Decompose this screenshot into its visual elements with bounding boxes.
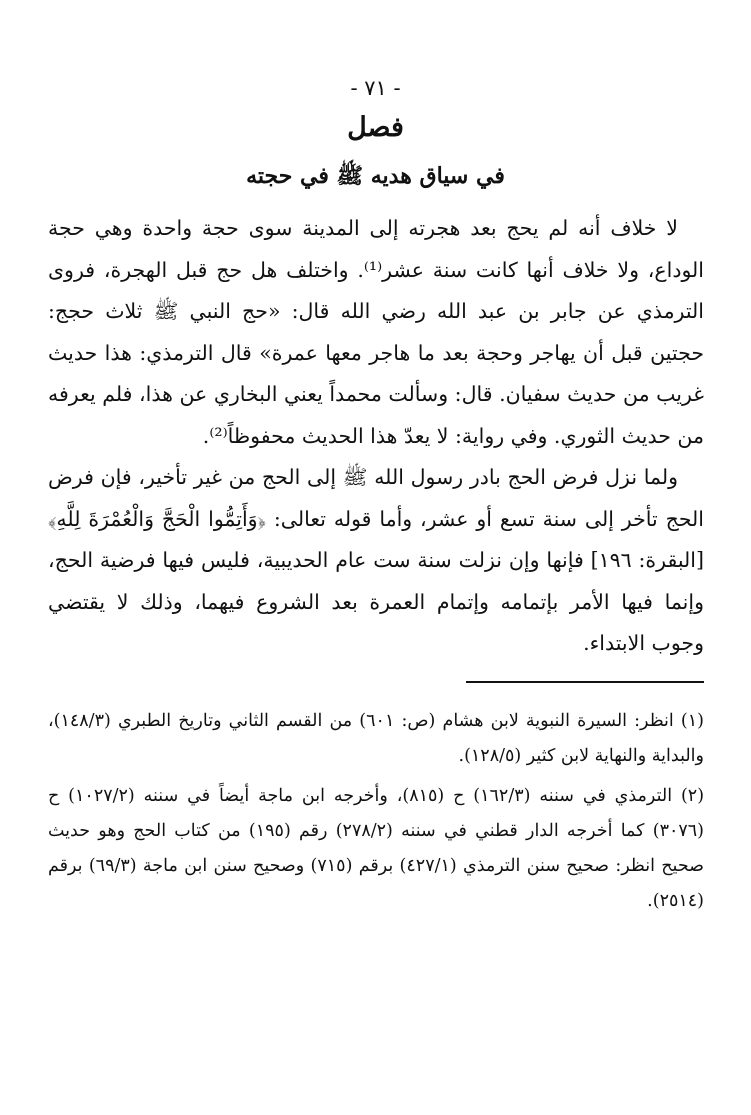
paragraph: ولما نزل فرض الحج بادر رسول الله ﷺ إلى الحج من غير تأخير، فإن فرض الحج تأخر إلى سنة تسع أو عشر، وأما قوله تعالى: ﴿وَأَتِمُّوا الْحَجَّ وَالْعُمْرَةَ لِلَّهِ﴾ [البقرة: ١٩٦] فإنها وإن نزلت سنة ست عام الحديبية، فليس فيها فرضية الحج، وإنما فيها الأمر بإتمامه وإتمام العمرة بعد الشروع فيهما، وذلك لا يقتضي وجوب الابتداء. bbox=[48, 465, 704, 655]
footnote: (١) انظر: السيرة النبوية لابن هشام (ص: ٦٠١) من القسم الثاني وتاريخ الطبري (١٤٨/٣)، والبداية والنهاية لابن كثير (١٢٨/٥). bbox=[48, 711, 704, 766]
page-number: - ٧١ - bbox=[350, 76, 401, 100]
footnote-divider bbox=[466, 681, 704, 683]
chapter-subtitle: في سياق هديه ﷺ في حجته bbox=[246, 163, 505, 189]
footnote: (٢) الترمذي في سننه (١٦٢/٣) ح (٨١٥)، وأخرجه ابن ماجة أيضاً في سننه (١٠٢٧/٢) ح (٣٠٧٦) كما أخرجه الدار قطني في سننه (٢٧٨/٢) رقم (١٩٥) من كتاب الحج وهو حديث صحيح انظر: صحيح سنن الترمذي (٤٢٧/١) برقم (٧١٥) وصحيح سنن ابن ماجة (٦٩/٣) برقم (٢٥١٤). bbox=[48, 786, 705, 911]
footnotes bbox=[48, 704, 704, 924]
chapter-title: فصل bbox=[347, 112, 404, 143]
paragraph: لا خلاف أنه لم يحج بعد هجرته إلى المدينة سوى حجة واحدة وهي حجة الوداع، ولا خلاف أنها كانت سنة عشر⁽¹⁾. واختلف هل حج قبل الهجرة، فروى الترمذي عن جابر بن عبد الله رضي الله قال: «حج النبي ﷺ ثلاث حجج: حجتين قبل أن يهاجر وحجة بعد ما هاجر معها عمرة» قال الترمذي: هذا حديث غريب من حديث سفيان. قال: وسألت محمداً يعني البخاري عن هذا، فلم يعرفه من حديث الثوري. وفي رواية: لا يعدّ هذا الحديث محفوظاً⁽²⁾. bbox=[48, 216, 704, 448]
body-text bbox=[48, 208, 704, 665]
